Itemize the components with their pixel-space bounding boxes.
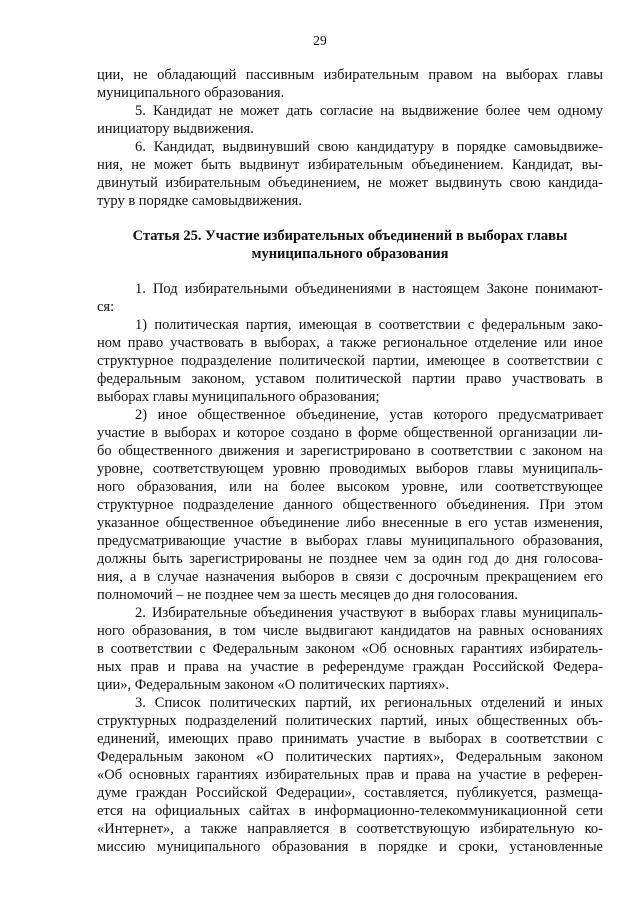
text-line: выборах главы муниципального образования; — [97, 389, 380, 405]
text-line: туру в порядке самовыдвижения. — [97, 193, 302, 209]
text-line: двинутый избирательным объединением, не может выдвинуть свою кандида- — [97, 175, 603, 191]
text-line: ного образования, или на более высоком уровне, или соответствующее — [97, 479, 603, 495]
text-line: 1) политическая партия, имеющая в соответствии с федеральным зако- — [135, 317, 603, 333]
text-line: уровне, соответствующем уровню проводимых выборов главы муниципаль- — [97, 461, 603, 477]
text-line: ния, не может быть выдвинут избирательным объединением. Кандидат, вы- — [97, 157, 603, 173]
text-line: бо общественного движения и зарегистрировано в соответствии с законом на — [97, 443, 603, 459]
text-line: единений, имеющих право принимать участие в выборах в соответствии с — [97, 731, 603, 747]
text-line: инициатору выдвижения. — [97, 121, 254, 137]
text-line: участие в выборах и которое создано в форме общественной организации ли- — [97, 425, 603, 441]
text-line: «Интернет», а также направляется в соответствующую избирательную ко- — [97, 821, 603, 837]
text-line: структурное подразделение данного общественного объединения. При этом — [97, 497, 603, 513]
text-line: ции», Федеральным законом «О политических партиях». — [97, 677, 450, 693]
page-number: 29 — [313, 33, 327, 48]
text-line: полномочий – не позднее чем за шесть месяцев до дня голосования. — [97, 587, 518, 603]
text-line: ции, не обладающий пассивным избирательным правом на выборах главы — [97, 67, 603, 83]
text-line: структурное подразделение политической партии, имеющее в соответствии с — [97, 353, 603, 369]
text-line: указанное общественное объединение либо внесенные в его устав изменения, — [97, 515, 603, 531]
article-heading-line: Статья 25. Участие избирательных объединений в выборах главы — [132, 228, 568, 244]
text-line: должны быть зарегистрированы не позднее чем за один год до дня голосова- — [97, 551, 603, 567]
text-line: предусматривающие участие в выборах главы муниципального образования, — [97, 533, 603, 549]
text-line: 2. Избирательные объединения участвуют в выборах главы муниципаль- — [135, 605, 603, 621]
text-line: федеральным законом, уставом политической партии право участвовать в — [97, 371, 603, 387]
text-line: Федеральным законом «О политических партиях», Федеральным законом — [97, 749, 603, 765]
text-line: 2) иное общественное объединение, устав которого предусматривает — [135, 407, 603, 423]
text-line: 5. Кандидат не может дать согласие на выдвижение более чем одному — [135, 103, 603, 119]
text-line: думе граждан Российской Федерации», составляется, публикуется, размеща- — [97, 785, 603, 801]
paragraphs-article-25 — [97, 280, 603, 856]
text-line: ных прав и права на участие в референдуме граждан Российской Федера- — [97, 659, 603, 675]
text-line: ся: — [97, 299, 115, 315]
text-line: «Об основных гарантиях избирательных прав и права на участие в референ- — [97, 767, 603, 783]
text-line: ния, а в случае назначения выборов в связи с досрочным прекращением его — [97, 569, 603, 585]
text-line: миссию муниципального образования в порядке и сроки, установленные — [97, 839, 603, 855]
text-line: структурных подразделений политических партий, иных общественных объ- — [97, 713, 603, 729]
text-line: ется на официальных сайтах в информационно-телекоммуникационной сети — [97, 803, 603, 819]
document-body — [97, 66, 603, 856]
article-heading — [97, 227, 603, 263]
paragraphs-top — [97, 66, 603, 210]
text-line: 1. Под избирательными объединениями в настоящем Законе понимают- — [135, 281, 603, 297]
article-heading-line: муниципального образования — [251, 246, 449, 262]
spacer — [97, 263, 603, 280]
text-line: ном право участвовать в выборах, а также региональное отделение или иное — [97, 335, 603, 351]
text-line: ного образования, в том числе выдвигают кандидатов на равных основаниях — [97, 623, 603, 639]
text-line: в соответствии с Федеральным законом «Об основных гарантиях избиратель- — [97, 641, 603, 657]
text-line: 6. Кандидат, выдвинувший свою кандидатуру в порядке самовыдвиже- — [135, 139, 603, 155]
text-line: муниципального образования. — [97, 85, 285, 101]
text-line: 3. Список политических партий, их региональных отделений и иных — [135, 695, 603, 711]
